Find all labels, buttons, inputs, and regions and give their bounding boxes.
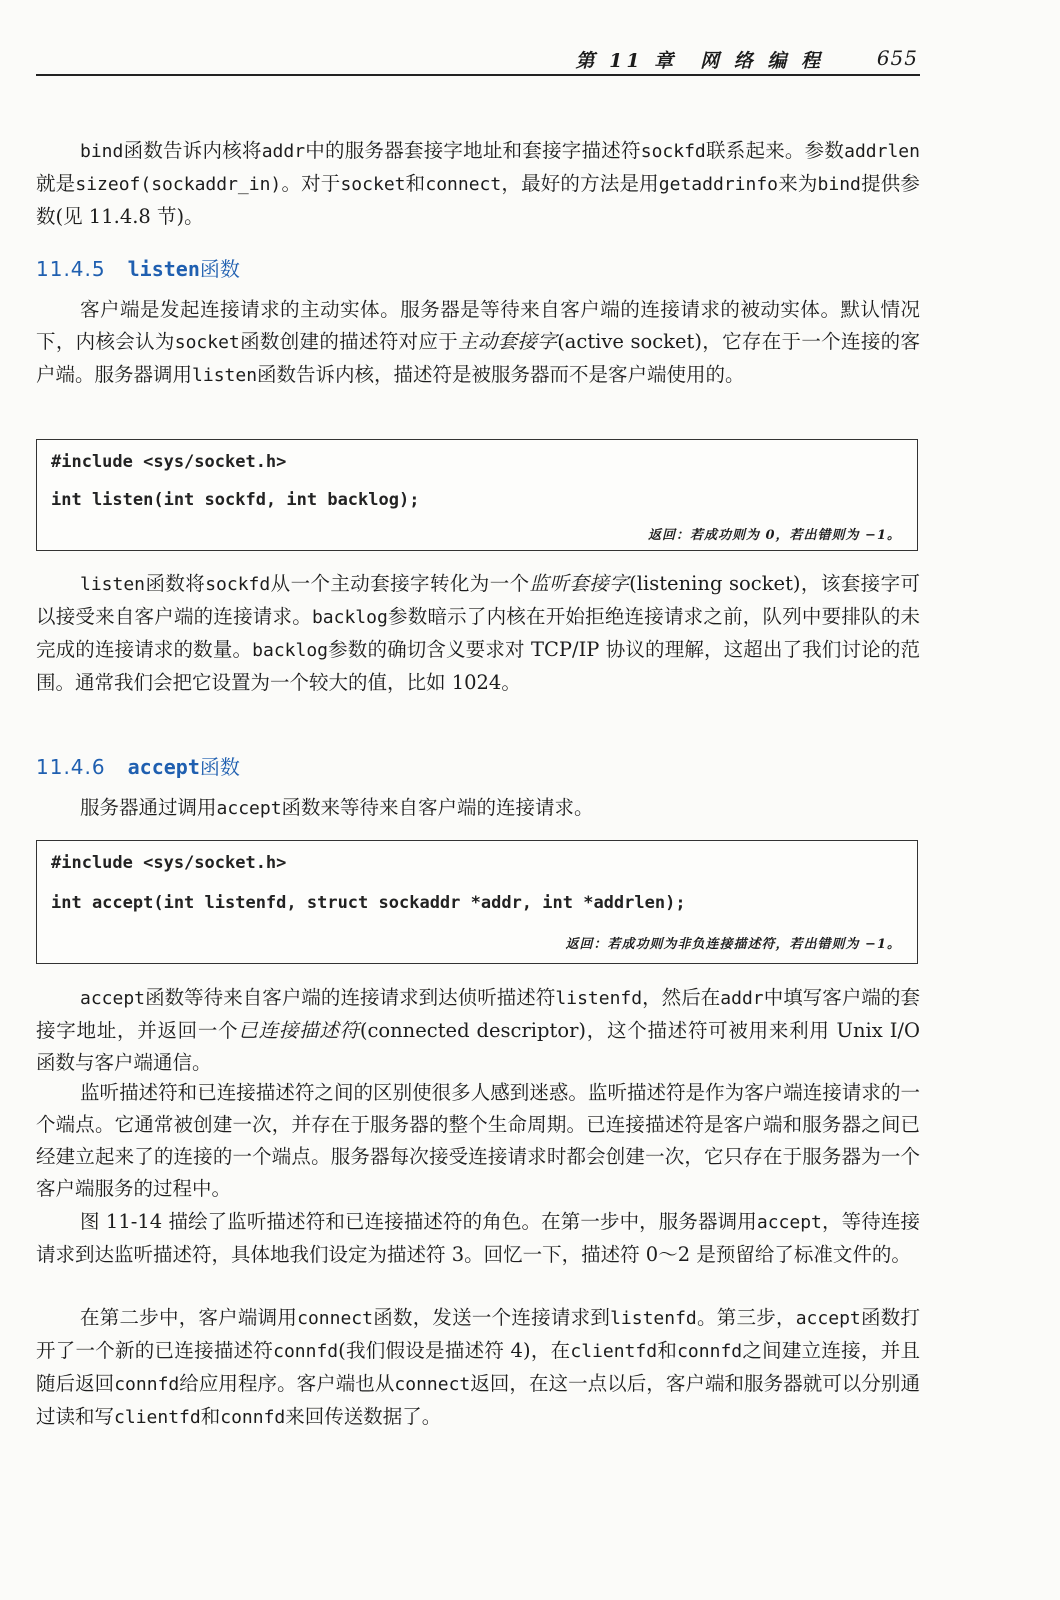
listen-prototype-line: int listen(int sockfd, int backlog); — [51, 490, 420, 510]
chapter-title: 第 11 章 网 络 编 程 — [575, 50, 824, 72]
intro-paragraph: bind函数告诉内核将addr中的服务器套接字地址和套接字描述符sockfd联系起来。参数addrlen就是sizeof(sockaddr_in)。对于socket和connect，最好的方法是用getaddrinfo来为bind提供参数(见 11.4.8 节)。 — [36, 139, 920, 228]
section-heading-accept: 11.4.6 accept函数 — [36, 755, 240, 779]
figure-description-paragraph: 图 11-14 描绘了监听描述符和已连接描述符的角色。在第一步中，服务器调用accept，等待连接请求到达监听描述符，具体地我们设定为描述符 3。回忆一下，描述符 0～2 是预留给了标准文件的。 — [36, 1210, 920, 1266]
listen-return-note: 返回：若成功则为 0，若出错则为 −1。 — [647, 528, 901, 543]
listen-code-box — [36, 439, 918, 551]
accept-explain-paragraph: accept函数等待来自客户端的连接请求到达侦听描述符listenfd，然后在addr中填写客户端的套接字地址，并返回一个已连接描述符(connected descriptor)，这个描述符可被用来利用 Unix I/O 函数与客户端通信。 — [36, 986, 920, 1074]
page-number: 655 — [876, 46, 918, 70]
steps-paragraph: 在第二步中，客户端调用connect函数，发送一个连接请求到listenfd。第三步，accept函数打开了一个新的已连接描述符connfd(我们假设是描述符 4)，在clientfd和connfd之间建立连接，并且随后返回connfd给应用程序。客户端也从connect返回，在这一点以后，客户端和服务器就可以分别通过读和写clientfd和connfd来回传送数据了。 — [36, 1306, 920, 1428]
accept-prototype-line: int accept(int listenfd, struct sockaddr *addr, int *addrlen); — [51, 893, 686, 913]
accept-return-note: 返回：若成功则为非负连接描述符，若出错则为 −1。 — [565, 937, 901, 952]
descriptor-difference-paragraph: 监听描述符和已连接描述符之间的区别使很多人感到迷惑。监听描述符是作为客户端连接请求的一个端点。它通常被创建一次，并存在于服务器的整个生命周期。已连接描述符是客户端和服务器之间已经建立起来了的连接的一个端点。服务器每次接受连接请求时都会创建一次，它只存在于服务器为一个客户端服务的过程中。 — [36, 1081, 920, 1200]
listen-intro-paragraph: 客户端是发起连接请求的主动实体。服务器是等待来自客户端的连接请求的被动实体。默认情况下，内核会认为socket函数创建的描述符对应于主动套接字(active socket)，它存在于一个连接的客户端。服务器调用listen函数告诉内核，描述符是被服务器而不是客户端使用的。 — [36, 298, 920, 386]
accept-intro-paragraph: 服务器通过调用accept函数来等待来自客户端的连接请求。 — [80, 796, 594, 819]
listen-include-line: #include <sys/socket.h> — [51, 452, 287, 472]
accept-include-line: #include <sys/socket.h> — [51, 853, 287, 873]
section-heading-listen: 11.4.5 listen函数 — [36, 257, 240, 281]
accept-code-box — [36, 840, 918, 964]
running-header — [36, 44, 920, 76]
listen-explain-paragraph: listen函数将sockfd从一个主动套接字转化为一个监听套接字(listening socket)，该套接字可以接受来自客户端的连接请求。backlog参数暗示了内核在开始拒绝连接请求之前，队列中要排队的未完成的连接请求的数量。backlog参数的确切含义要求对 TCP/IP 协议的理解，这超出了我们讨论的范围。通常我们会把它设置为一个较大的值，比如 1024。 — [36, 572, 920, 694]
